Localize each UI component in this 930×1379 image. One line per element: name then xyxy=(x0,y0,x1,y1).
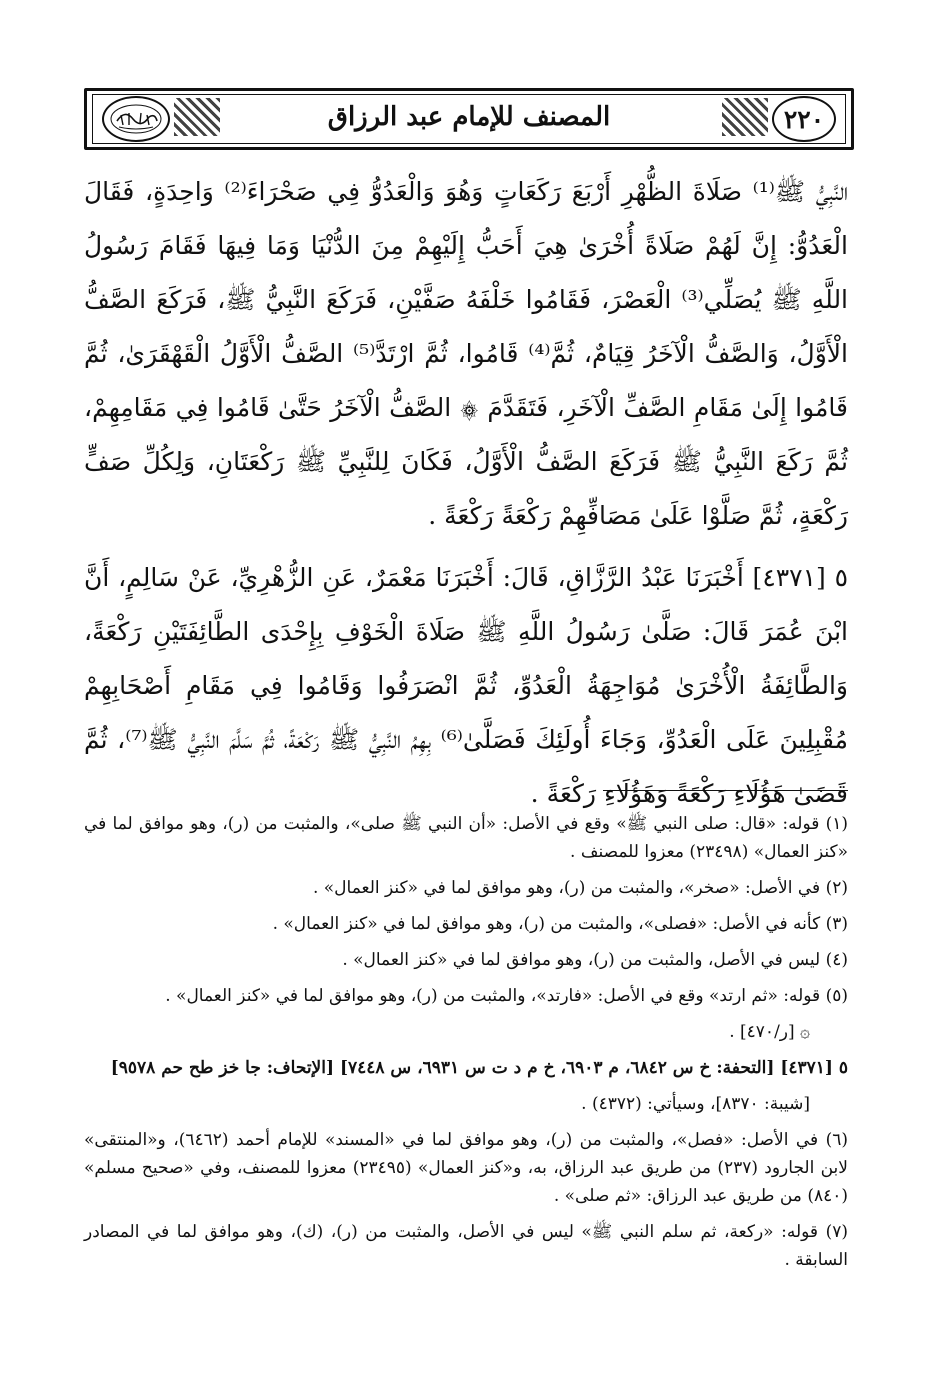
footnote-ref: ۞ [ر/٤٧٠] . xyxy=(729,1022,810,1042)
footnote: (١) قوله: «قال: صلى النبي ﷺ» وقع في الأصل: «أن النبي ﷺ صلى»، والمثبت من (ر)، وهو موافق لما في «كنز العمال» (٢٣٤٩٨) معزوا للمصنف . xyxy=(84,814,848,862)
footnotes xyxy=(84,810,848,1282)
book-title: المصنف للإمام عبد الرزاق xyxy=(234,97,704,137)
main-text xyxy=(84,165,848,829)
ornament-pattern-icon xyxy=(174,98,220,136)
page-number: ٢٢٠ xyxy=(772,96,836,142)
source-references-cont: [شيبة: ٨٣٧٠]، وسيأتي: (٤٣٧٢) . xyxy=(581,1094,810,1114)
footnote: (٣) كأنه في الأصل: «فصلى»، والمثبت من (ر)، وهو موافق لما في «كنز العمال» . xyxy=(272,914,848,934)
footnote: (٥) قوله: «ثم ارتد» وقع في الأصل: «فارتد»، والمثبت من (ر)، وهو موافق لما في «كنز العمال» . xyxy=(165,986,848,1006)
footnote-divider xyxy=(603,790,848,791)
seal-calligraphy-icon xyxy=(107,101,165,137)
source-references: ٥ [٤٣٧١] [التحفة: خ س ٦٨٤٢، م ٦٩٠٣، خ م د ت س ٦٩٣١، س ٧٤٤٨] [الإتحاف: جا خز طح حم ٩٥٧٨] xyxy=(110,1058,848,1078)
footnote: (٤) ليس في الأصل، والمثبت من (ر)، وهو موافق لما في «كنز العمال» . xyxy=(342,950,848,970)
footnote: (٧) قوله: «ركعة، ثم سلم النبي ﷺ» ليس في الأصل، والمثبت من (ر)، (ك)، وهو موافق لما في المصادر السابقة . xyxy=(84,1222,848,1270)
footnote: (٦) في الأصل: «فصل»، والمثبت من (ر)، وهو موافق لما في «المسند» للإمام أحمد (٦٤٦٢)، و«المنتقى» لابن الجارود (٢٣٧) من طريق عبد الرزاق، به، و«كنز العمال» (٢٣٤٩٥) معزوا للمصنف، وفي «صحيح مسلم» (٨٤٠) من طريق عبد الرزاق: «ثم صلى» . xyxy=(84,1130,849,1206)
hadith-paragraph: النَّبِيُّ ﷺ⁽¹⁾ صَلَاةَ الظُّهْرِ أَرْبَعَ رَكَعَاتٍ وَهُوَ وَالْعَدُوُّ فِي صَحْرَاءَ⁽²⁾ وَاحِدَةٍ، فَقَالَ الْعَدُوُّ: إِنَّ لَهُمْ صَلَاةً أُخْرَىٰ هِيَ أَحَبُّ إِلَيْهِمْ مِنَ الدُّنْيَا وَمَا فِيهَا فَقَامَ رَسُولُ اللَّهِ ﷺ يُصَلِّي⁽³⁾ الْعَصْرَ، فَقَامُوا خَلْفَهُ صَفَّيْنِ، فَرَكَعَ النَّبِيُّ ﷺ، فَرَكَعَ الصَّفُّ الْأَوَّلُ، وَالصَّفُّ الْآخَرُ قِيَامٌ، ثُمَّ⁽⁴⁾ قَامُوا، ثُمَّ ارْتَدَّ⁽⁵⁾ الصَّفُّ الْأَوَّلُ الْقَهْقَرَىٰ، ثُمَّ قَامُوا إِلَىٰ مَقَامِ الصَّفِّ الْآخَرِ، فَتَقَدَّمَ ۞ الصَّفُّ الْآخَرُ حَتَّىٰ قَامُوا فِي مَقَامِهِمْ، ثُمَّ رَكَعَ النَّبِيُّ ﷺ فَرَكَعَ الصَّفُّ الْأَوَّلُ، فَكَانَ لِلنَّبِيِّ ﷺ رَكْعَتَانِ، وَلِكُلِّ صَفٍّ رَكْعَةٍ، ثُمَّ صَلَّوْا عَلَىٰ مَصَافِّهِمْ رَكْعَةً رَكْعَةً . xyxy=(84,177,849,530)
ornament-pattern-icon xyxy=(722,98,768,136)
page-header xyxy=(84,88,854,150)
footnote: (٢) في الأصل: «صخر»، والمثبت من (ر)، وهو موافق لما في «كنز العمال» . xyxy=(312,878,848,898)
seal-logo-icon xyxy=(102,96,170,142)
hadith-paragraph: ٥ [٤٣٧١] أَخْبَرَنَا عَبْدُ الرَّزَّاقِ، قَالَ: أَخْبَرَنَا مَعْمَرٌ، عَنِ الزُّهْرِيِّ، عَنْ سَالِمٍ، أَنَّ ابْنَ عُمَرَ قَالَ: صَلَّىٰ رَسُولُ اللَّهِ ﷺ صَلَاةَ الْخَوْفِ بِإِحْدَى الطَّائِفَتَيْنِ رَكْعَةً، وَالطَّائِفَةُ الْأُخْرَىٰ مُوَاجِهَةُ الْعَدُوِّ، ثُمَّ انْصَرَفُوا وَقَامُوا فِي مَقَامِ أَصْحَابِهِمْ مُقْبِلِينَ عَلَى الْعَدُوِّ، وَجَاءَ أُولَئِكَ فَصَلَّىٰ⁽⁶⁾ بِهِمُ النَّبِيُّ ﷺ رَكْعَةً، ثُمَّ سَلَّمَ النَّبِيُّ ﷺ⁽⁷⁾، ثُمَّ قَضَىٰ هَؤُلَاءِ رَكْعَةً وَهَؤُلَاءِ رَكْعَةً . xyxy=(84,563,848,808)
